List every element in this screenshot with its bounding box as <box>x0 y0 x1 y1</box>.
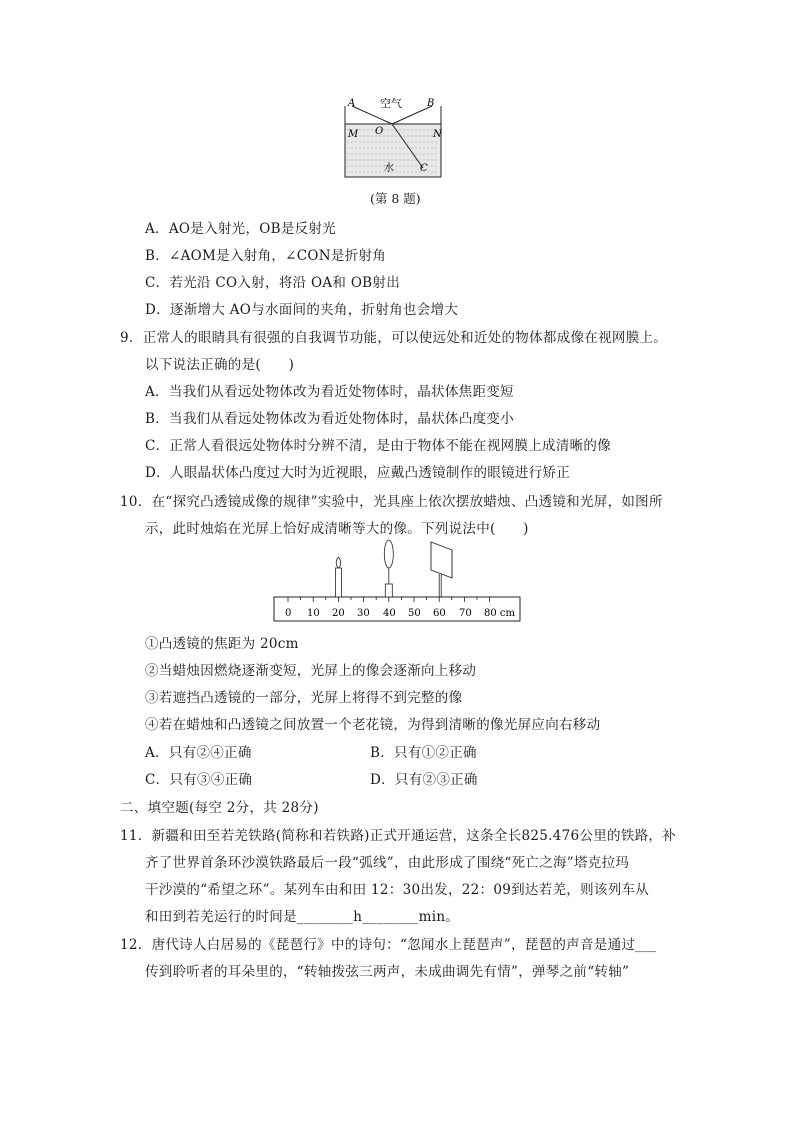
q10-option-b: B．只有①②正确 <box>370 745 477 761</box>
point-b: B <box>427 98 435 109</box>
q9-option-a: A．当我们从看远处物体改为看近处物体时，晶状体焦距变短 <box>145 384 514 400</box>
scale-label-70: 70 <box>459 608 472 619</box>
q9-option-b: B．当我们从看远处物体改为看近处物体时，晶状体凸度变小 <box>145 411 515 427</box>
point-o: O <box>375 126 384 137</box>
q10-option-d: D．只有②③正确 <box>370 772 478 788</box>
q10-option-c: C．只有③④正确 <box>145 772 253 788</box>
scale-label-0: 0 <box>285 608 292 619</box>
point-n: N <box>433 129 442 140</box>
q8-option-b: B．∠AOM是入射角，∠CON是折射角 <box>145 248 387 264</box>
q11-line4: 和田到若羌运行的时间是________h________min。 <box>145 909 460 925</box>
q10-statement-2: ②当蜡烛因燃烧逐渐变短，光屏上的像会逐渐向上移动 <box>145 663 477 679</box>
point-c: C <box>420 163 428 174</box>
optical-bench-figure <box>270 538 525 626</box>
scale-label-20: 20 <box>332 608 345 619</box>
light-screen <box>431 542 452 597</box>
q11-line1: 11．新疆和田至若羌铁路(简称和若铁路)正式开通运营，这条全长825.476公里的铁路，补 <box>120 828 677 844</box>
q10-statement-3: ③若遮挡凸透镜的一部分，光屏上将得不到完整的像 <box>145 690 463 706</box>
q11-line2: 齐了世界首条环沙漠铁路最后一段“弧线”，由此形成了围绕“死亡之海”塔克拉玛 <box>145 855 630 871</box>
q10-statement-4: ④若在蜡烛和凸透镜之间放置一个老花镜，为得到清晰的像光屏应向右移动 <box>145 717 601 733</box>
candle <box>335 557 341 597</box>
label-water: 水 <box>384 163 394 174</box>
q12-line2: 传到聆听者的耳朵里的，“转轴拨弦三两声，未成曲调先有情”，弹琴之前“转轴” <box>145 964 630 980</box>
q8-option-c: C．若光沿 CO入射，将沿 OA和 OB射出 <box>145 275 401 291</box>
convex-lens <box>384 540 393 597</box>
scale-label-40: 40 <box>383 608 396 619</box>
point-m: M <box>348 129 359 140</box>
scale-label-50: 50 <box>408 608 421 619</box>
q8-option-a: A．AO是入射光，OB是反射光 <box>145 221 337 237</box>
scale-label-60: 60 <box>433 608 446 619</box>
q11-line3: 干沙漠的“希望之环”。某列车由和田 12：30出发，22：09到达若羌，则该列车从 <box>145 882 650 898</box>
refraction-figure <box>340 92 450 184</box>
q9-option-c: C．正常人看很远处物体时分辨不清，是由于物体不能在视网膜上成清晰的像 <box>145 438 612 454</box>
q9-stem-line2: 以下说法正确的是( ) <box>145 357 295 373</box>
q9-option-d: D．人眼晶状体凸度过大时为近视眼，应戴凸透镜制作的眼镜进行矫正 <box>145 465 571 481</box>
q10-stem-line2: 示，此时烛焰在光屏上恰好成清晰等大的像。下列说法中( ) <box>145 521 529 537</box>
label-air: 空气 <box>380 97 402 110</box>
q12-line1: 12．唐代诗人白居易的《琵琶行》中的诗句：“忽闻水上琵琶声”，琵琶的声音是通过___ <box>120 937 657 953</box>
q10-option-a: A．只有②④正确 <box>145 745 252 761</box>
scale-label-80cm: 80 cm <box>484 608 515 619</box>
scale-label-10: 10 <box>307 608 320 619</box>
figure-caption: (第 8 题) <box>370 191 421 206</box>
q8-option-d: D．逐渐增大 AO与水面间的夹角，折射角也会增大 <box>145 302 459 318</box>
q10-statement-1: ①凸透镜的焦距为 20cm <box>145 636 299 652</box>
q9-stem-line1: 9．正常人的眼睛具有很强的自我调节功能，可以使远处和近处的物体都成像在视网膜上。 <box>120 330 668 346</box>
point-a: A <box>348 98 356 109</box>
section-heading: 二、填空题(每空 2分，共 28分) <box>120 800 319 816</box>
q10-stem-line1: 10．在“探究凸透镜成像的规律”实验中，光具座上依次摆放蜡烛、凸透镜和光屏，如图所 <box>120 494 663 510</box>
scale-label-30: 30 <box>357 608 370 619</box>
